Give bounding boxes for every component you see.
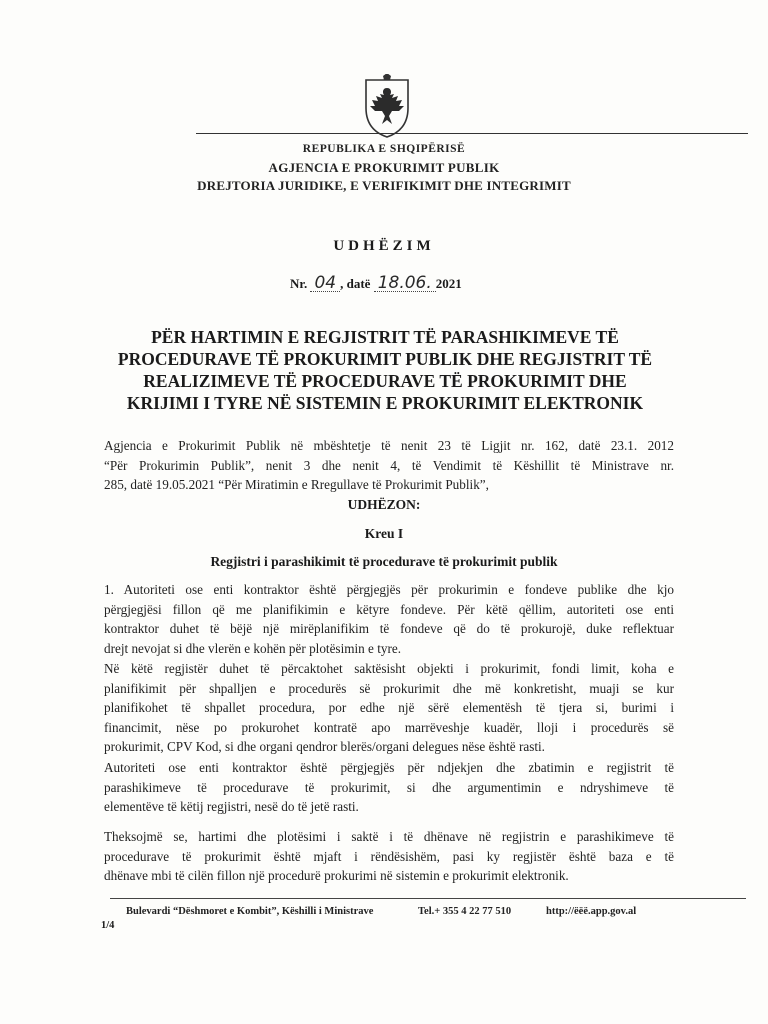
title-line: REALIZIMEVE TË PROCEDURAVE TË PROKURIMIT DHE — [143, 371, 627, 391]
footer-divider — [110, 898, 746, 899]
text-line: “Për Prokurimin Publik”, nenit 3 dhe nenit 4, të Vendimit të Këshillit të Ministrave nr. — [104, 457, 674, 473]
text-line: Autoriteti ose enti kontraktor është përgjegjës për ndjekjen dhe zbatimin e regjistrit të — [104, 760, 674, 775]
instructs-heading: UDHËZON: — [347, 497, 421, 512]
text-line: Në këtë regjistër duhet të përcaktohet saktësisht objekti i prokurimit, fondi limit, koha e — [104, 661, 674, 676]
text-line: procedurave të prokurimit është mjaft i rëndësishëm, pasi ky regjistër është baza e të — [104, 848, 674, 864]
text-line: 285, datë 19.05.2021 “Për Miratimin e Rregullave të Prokurimit Publik”, — [104, 477, 489, 492]
text-line: planifikimit për shpalljen e procedurës së prokurimit dhe më konkretisht, muaji se kur — [104, 680, 674, 696]
number-prefix: Nr. — [290, 276, 308, 291]
handwritten-date: 18.06. — [374, 275, 436, 292]
page-number: 1/4 — [101, 920, 115, 931]
document-type-title: UDHËZIM — [333, 238, 435, 254]
header-directorate: DREJTORIA JURIDIKE, E VERIFIKIMIT DHE INTEGRIMIT — [197, 178, 571, 193]
date-prefix: , datë — [340, 276, 371, 291]
document-number-line — [290, 275, 462, 292]
text-line: kontraktor duhet të bëjë një mirëplanifikim të fondeve që do të prokurojë, duke reflektuar — [104, 621, 674, 636]
text-line: prokurimit, CPV Kod, si dhe organi qendror blerës/organi delegues nëse është rasti. — [104, 739, 545, 754]
text-line: financimit, nëse po prokurohet kontratë apo marrëveshje kuadër, lloji i procedurës së — [104, 719, 674, 735]
text-line: parashikimeve të procedurave të prokurimit, si dhe argumentimin e ndryshimeve të — [104, 779, 674, 795]
header-agency: AGJENCIA E PROKURIMIT PUBLIK — [268, 160, 500, 175]
albanian-eagle-emblem-icon — [362, 74, 412, 140]
text-line: elementëve të këtij regjistri, nesë do të jetë rasti. — [104, 799, 359, 814]
text-line: Agjencia e Prokurimit Publik në mbështetje të nenit 23 të Ligjit nr. 162, datë 23.1. 2012 — [104, 438, 674, 453]
text-line: drejt nevojat si dhe vlerën e kohën për plotësimin e tyre. — [104, 640, 401, 656]
text-line: dhënave mbi të cilën fillon një procedurë prokurimi në sistemin e prokurimit elektronik. — [104, 868, 569, 883]
chapter-heading: Kreu I — [364, 526, 404, 541]
footer-phone: Tel.+ 355 4 22 77 510 — [418, 906, 512, 917]
text-line: planifikohet të shpallet procedura, por edhe një sërë elementësh të tjera si, burimi i — [104, 700, 674, 715]
paragraph-1 — [104, 580, 674, 658]
handwritten-number: 04 — [310, 275, 340, 292]
paragraph-3 — [104, 758, 674, 817]
document-main-title — [90, 326, 680, 414]
paragraph-4 — [104, 827, 674, 886]
title-line: KRIJIMI I TYRE NË SISTEMIN E PROKURIMIT ELEKTRONIK — [126, 393, 644, 413]
text-line: përgjegjësi fillon që me planifikimin e këtyre fondeve. Për këtë qëllim, autoriteti ose enti — [104, 601, 674, 617]
paragraph-2 — [104, 659, 674, 757]
text-line: 1. Autoriteti ose enti kontraktor është përgjegjës për prokurimin e fondeve publike dhe kjo — [104, 582, 674, 597]
footer-address: Bulevardi “Dëshmoret e Kombit”, Këshilli i Ministrave — [126, 906, 374, 917]
intro-paragraph — [104, 436, 674, 495]
date-year: 2021 — [435, 276, 462, 291]
title-line: PËR HARTIMIN E REGJISTRIT TË PARASHIKIMEVE TË — [151, 327, 619, 347]
text-line: Theksojmë se, hartimi dhe plotësimi i saktë i të dhënave në regjistrin e parashikimeve të — [104, 829, 674, 844]
header-divider — [196, 133, 748, 134]
title-line: PROCEDURAVE TË PROKURIMIT PUBLIK DHE REGJISTRIT TË — [117, 349, 653, 369]
header-country: REPUBLIKA E SHQIPËRISË — [302, 143, 466, 155]
footer-website: http://ëëë.app.gov.al — [546, 906, 637, 917]
section-title: Regjistri i parashikimit të procedurave të prokurimit publik — [210, 554, 558, 569]
